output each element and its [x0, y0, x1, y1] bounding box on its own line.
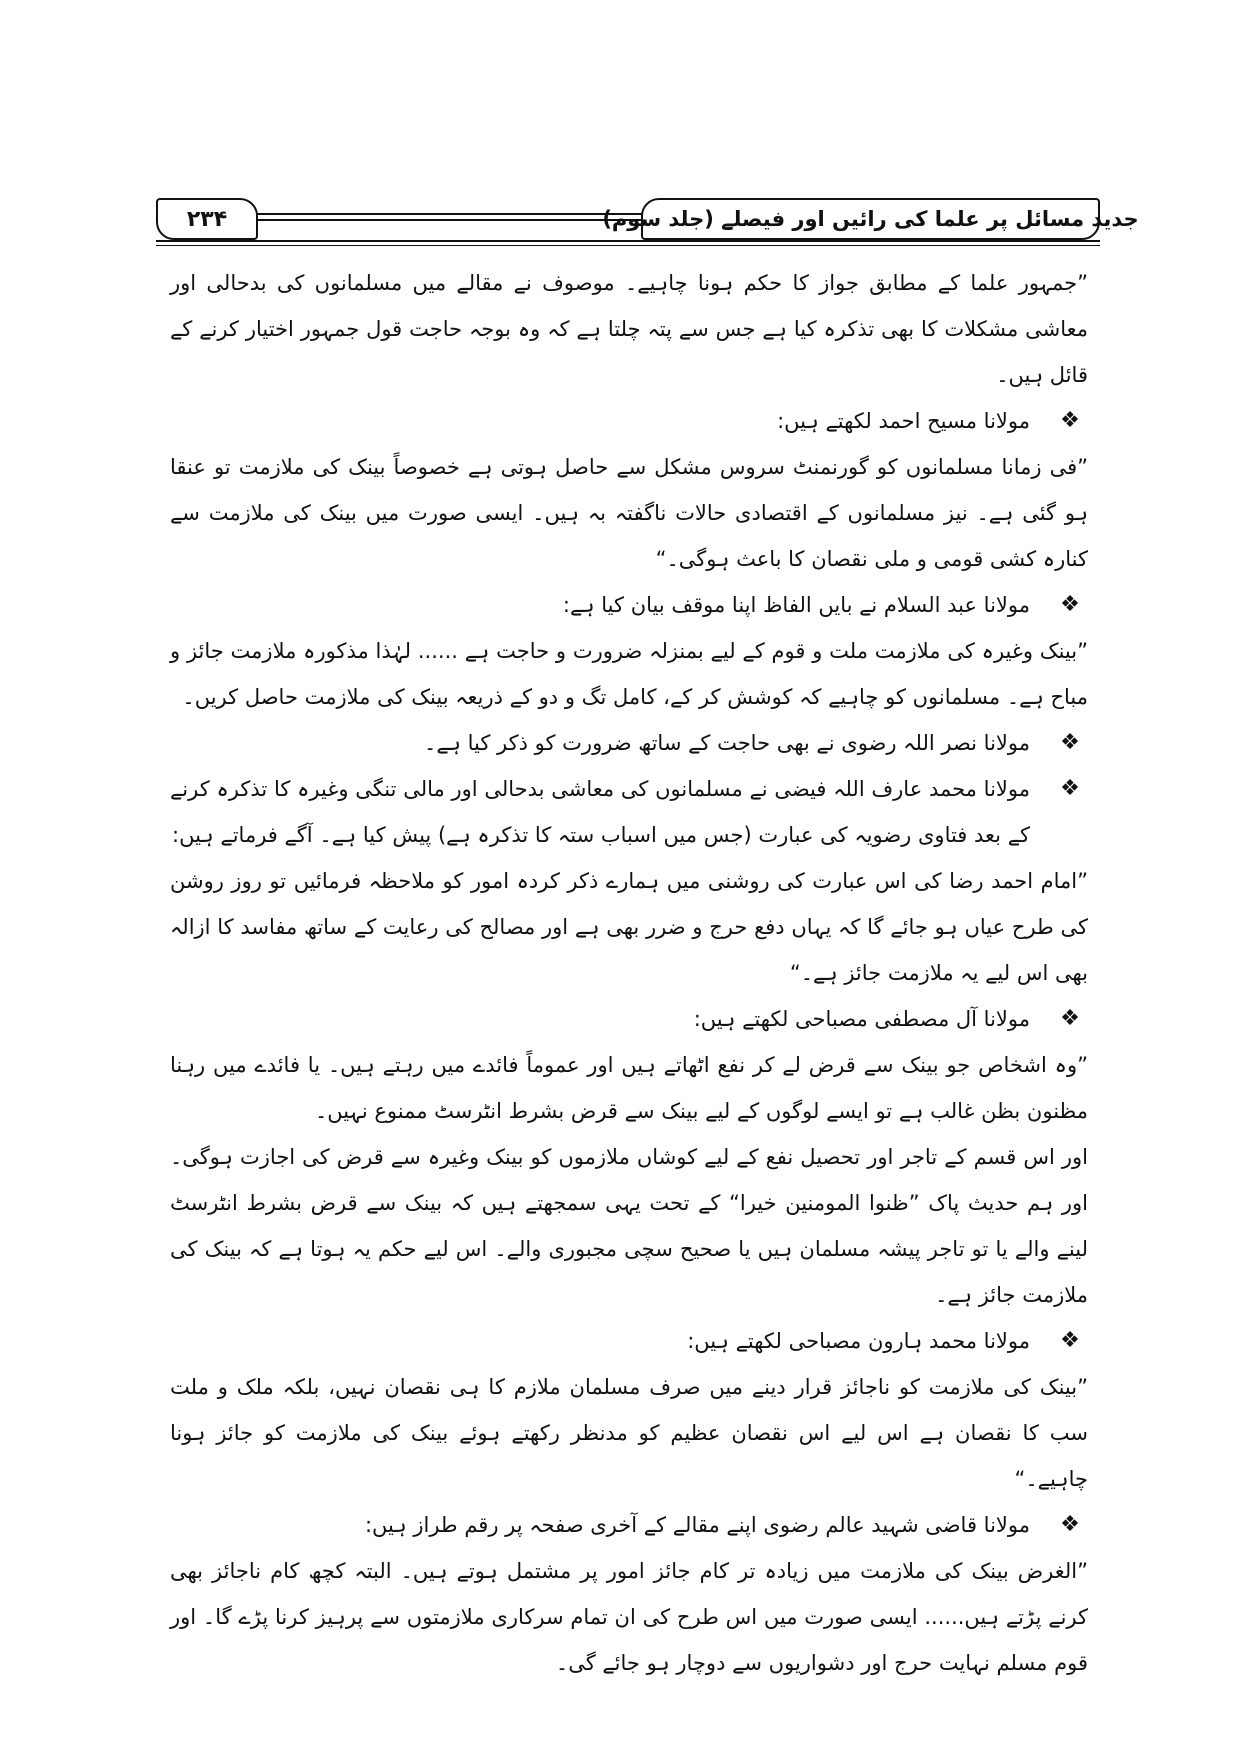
diamond-four-dots-icon: ❖ [1060, 776, 1080, 801]
quote-paragraph: ”وہ اشخاص جو بینک سے قرض لے کر نفع اٹھاتے ہیں اور عموماً فائدے میں رہتے ہیں۔ یا فائدے میں رہنا مظنون بظن غالب ہے تو ایسے لوگوں کے لیے بینک سے قرض بشرط انٹرسٹ ممنوع نہیں۔ [170, 1053, 1088, 1123]
header-divider [156, 240, 1100, 242]
paragraph: ”جمہور علما کے مطابق جواز کا حکم ہونا چاہیے۔ موصوف نے مقالے میں مسلمانوں کی بدحالی اور معاشی مشکلات کا بھی تذکرہ کیا ہے جس سے پتہ چلتا ہے کہ وہ بوجہ حاجت قول جمہور اختیار کرنے کے قائل ہیں۔ [170, 271, 1088, 387]
page-number: ۲۳۴ [186, 206, 228, 232]
page-header [156, 198, 1139, 244]
bullet-text: مولانا آل مصطفی مصباحی لکھتے ہیں: [693, 1007, 1030, 1031]
book-title: جدید مسائل پر علما کی رائیں اور فیصلے (جلد سوم) [602, 207, 1139, 231]
bullet-item [170, 398, 1088, 444]
diamond-four-dots-icon: ❖ [1060, 592, 1080, 617]
header-rule [256, 213, 643, 215]
bullet-text: مولانا عبد السلام نے بایں الفاظ اپنا موقف بیان کیا ہے: [562, 593, 1030, 617]
diamond-four-dots-icon: ❖ [1060, 408, 1080, 433]
header-rule [256, 219, 643, 221]
bullet-text: مولانا نصر اللہ رضوی نے بھی حاجت کے ساتھ ضرورت کو ذکر کیا ہے۔ [424, 731, 1030, 755]
quote-paragraph: ”امام احمد رضا کی اس عبارت کی روشنی میں ہمارے ذکر کردہ امور کو ملاحظہ فرمائیں تو روز روشن کی طرح عیاں ہو جائے گا کہ یہاں دفع حرج و ضرر بھی ہے اور مصالح کی رعایت کے ساتھ مفاسد کا ازالہ بھی اس لیے یہ ملازمت جائز ہے۔“ [170, 869, 1088, 985]
book-title-box [602, 198, 1139, 240]
diamond-four-dots-icon: ❖ [1060, 1512, 1080, 1537]
bullet-text: مولانا مسیح احمد لکھتے ہیں: [777, 409, 1030, 433]
bullet-text: مولانا محمد عارف اللہ فیضی نے مسلمانوں کی معاشی بدحالی اور مالی تنگی وغیرہ کا تذکرہ کرنے کے بعد فتاوی رضویہ کی عبارت (جس میں اسباب ستہ کا تذکرہ ہے) پیش کیا ہے۔ آگے فرماتے ہیں: [170, 777, 1030, 847]
bullet-item [170, 1502, 1088, 1548]
header-divider [156, 245, 1100, 246]
quote-paragraph: ”بینک کی ملازمت کو ناجائز قرار دینے میں صرف مسلمان ملازم کا ہی نقصان نہیں، بلکہ ملک و ملت سب کا نقصان ہے اس لیے اس نقصان عظیم کو مدنظر رکھتے ہوئے بینک کی ملازمت کو جائز ہونا چاہیے۔“ [170, 1375, 1088, 1491]
quote-paragraph: ”الغرض بینک کی ملازمت میں زیادہ تر کام جائز امور پر مشتمل ہوتے ہیں۔ البتہ کچھ کام ناجائز بھی کرنے پڑتے ہیں...... ایسی صورت میں اس طرح کی ان تمام سرکاری ملازمتوں سے پرہیز کرنا پڑے گا۔ اور قوم مسلم نہایت حرج اور دشواریوں سے دوچار ہو جائے گی۔ [170, 1559, 1088, 1675]
paragraph: اور اس قسم کے تاجر اور تحصیل نفع کے لیے کوشاں ملازموں کو بینک وغیرہ سے قرض کی اجازت ہوگی۔ اور ہم حدیث پاک ”ظنوا المومنین خیرا“ کے تحت یہی سمجھتے ہیں کہ بینک سے قرض بشرط انٹرسٹ لینے والے یا تو تاجر پیشہ مسلمان ہیں یا صحیح سچی مجبوری والے۔ اس لیے حکم یہ ہوتا ہے کہ بینک کی ملازمت جائز ہے۔ [170, 1145, 1088, 1307]
bullet-text: مولانا محمد ہارون مصباحی لکھتے ہیں: [687, 1329, 1030, 1353]
quote-paragraph: ”فی زمانا مسلمانوں کو گورنمنٹ سروس مشکل سے حاصل ہوتی ہے خصوصاً بینک کی ملازمت تو عنقا ہو گئی ہے۔ نیز مسلمانوں کے اقتصادی حالات ناگفتہ بہ ہیں۔ ایسی صورت میں بینک کی ملازمت سے کنارہ کشی قومی و ملی نقصان کا باعث ہوگی۔“ [170, 455, 1088, 571]
bullet-item [170, 582, 1088, 628]
bullet-item [170, 720, 1088, 766]
bullet-item [170, 1318, 1088, 1364]
page-body [170, 260, 1088, 1686]
diamond-four-dots-icon: ❖ [1060, 1328, 1080, 1353]
bullet-item [170, 996, 1088, 1042]
diamond-four-dots-icon: ❖ [1060, 1006, 1080, 1031]
page-number-box [156, 198, 258, 240]
bullet-text: مولانا قاضی شہید عالم رضوی اپنے مقالے کے آخری صفحہ پر رقم طراز ہیں: [364, 1513, 1030, 1537]
diamond-four-dots-icon: ❖ [1060, 730, 1080, 755]
quote-paragraph: ”بینک وغیرہ کی ملازمت ملت و قوم کے لیے بمنزلہ ضرورت و حاجت ہے ...... لہٰذا مذکورہ ملازمت جائز و مباح ہے۔ مسلمانوں کو چاہیے کہ کوشش کر کے، کامل تگ و دو کے ذریعہ بینک کی ملازمت حاصل کریں۔ [170, 639, 1088, 709]
bullet-item [170, 766, 1088, 858]
